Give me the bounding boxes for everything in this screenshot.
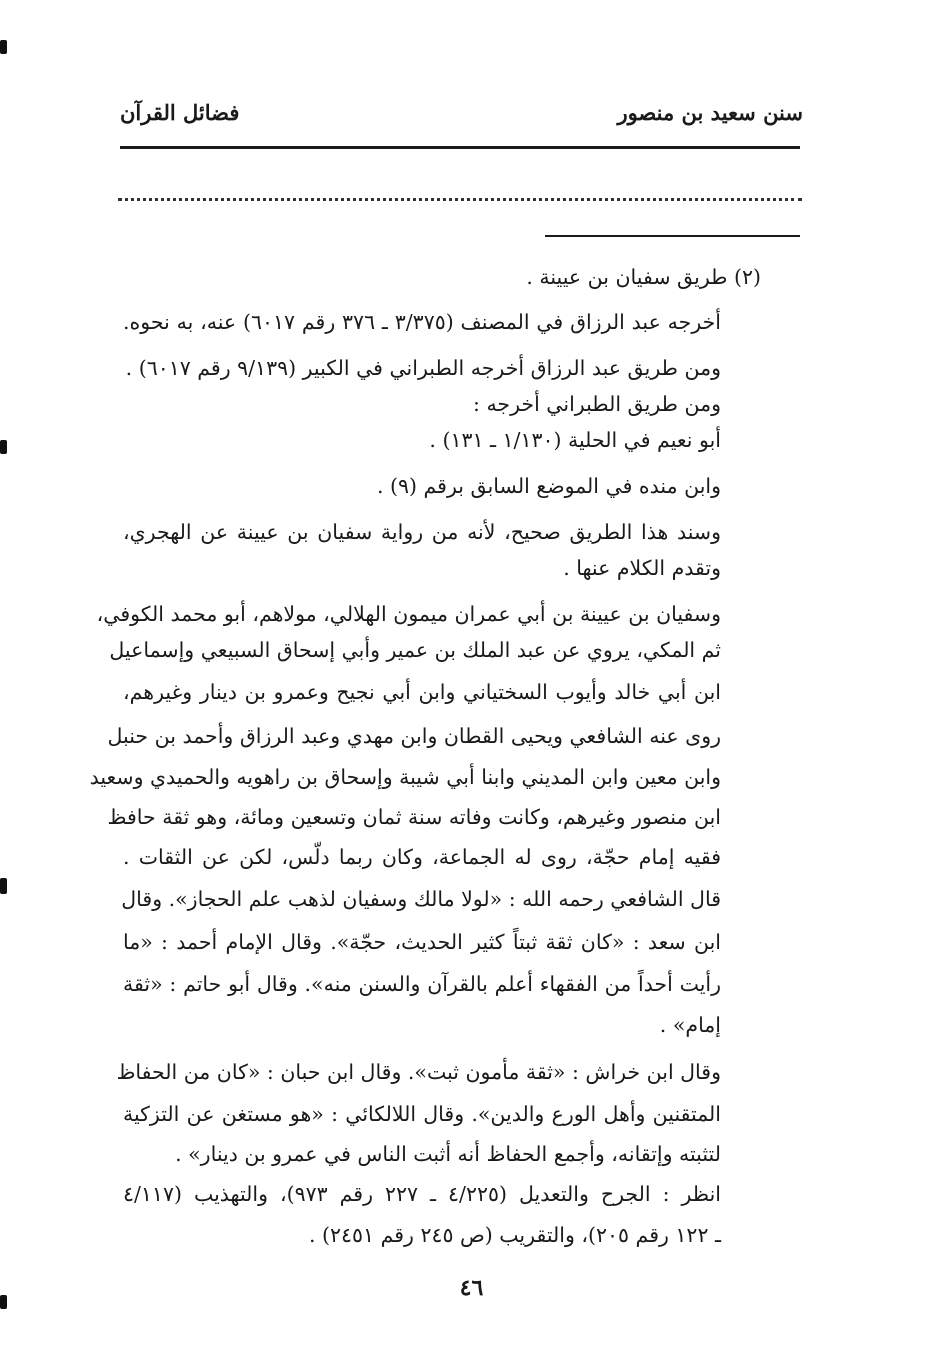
running-head-section-title: فضائل القرآن	[120, 100, 240, 125]
text-line: روى عنه الشافعي ويحيى القطان وابن مهدي وعبد الرزاق وأحمد بن حنبل	[107, 724, 721, 748]
text-line: ومن طريق عبد الرزاق أخرجه الطبراني في الكبير (٩/١٣٩ رقم ٦٠١٧) .	[125, 356, 721, 380]
text-line: ثم المكي، يروي عن عبد الملك بن عمير وأبي إسحاق السبيعي وإسماعيل	[109, 638, 721, 662]
text-line: ومن طريق الطبراني أخرجه :	[473, 392, 721, 416]
text-line: ابن سعد : «كان ثقة ثبتاً كثير الحديث، حجّة». وقال الإمام أحمد : «ما	[123, 930, 721, 954]
text-line: لتثبته وإتقانه، وأجمع الحفاظ أنه أثبت الناس في عمرو بن دينار» .	[175, 1142, 721, 1166]
text-line: وسفيان بن عيينة بن أبي عمران ميمون الهلالي، مولاهم، أبو محمد الكوفي،	[96, 602, 721, 626]
page-number: ٤٦	[459, 1275, 484, 1301]
text-line: إمام» .	[659, 1013, 721, 1037]
text-line: وابن منده في الموضع السابق برقم (٩) .	[376, 474, 721, 498]
text-line: فقيه إمام حجّة، روى له الجماعة، وكان ربما دلّس، لكن عن الثقات .	[123, 845, 721, 869]
text-line: قال الشافعي رحمه الله : «لولا مالك وسفيان لذهب علم الحجاز». وقال	[121, 887, 721, 911]
text-line: المتقنين وأهل الورع والدين». وقال اللالكائي : «هو مستغن عن التزكية	[123, 1102, 721, 1126]
text-line: وابن معين وابن المديني وابنا أبي شيبة وإسحاق بن راهويه والحميدي وسعيد	[89, 765, 721, 789]
text-line: أبو نعيم في الحلية (١/١٣٠ ـ ١٣١) .	[429, 428, 721, 452]
text-line: ابن منصور وغيرهم، وكانت وفاته سنة ثمان وتسعين ومائة، وهو ثقة حافظ	[107, 805, 721, 829]
text-line: وقال ابن خراش : «ثقة مأمون ثبت». وقال ابن حبان : «كان من الحفاظ	[116, 1060, 721, 1084]
footnote-number-line: (٢) طريق سفيان بن عيينة .	[526, 265, 761, 289]
text-line: وسند هذا الطريق صحيح، لأنه من رواية سفيان بن عيينة عن الهجري،	[123, 520, 721, 544]
dotted-separator	[118, 198, 802, 201]
running-head-book-title: سنن سعيد بن منصور	[617, 100, 803, 125]
text-line: أخرجه عبد الرزاق في المصنف (٣/٣٧٥ ـ ٣٧٦ رقم ٦٠١٧) عنه، به نحوه.	[123, 310, 721, 334]
scan-mark	[0, 40, 7, 54]
scan-mark	[0, 1295, 7, 1309]
text-line: ـ ١٢٢ رقم ٢٠٥)، والتقريب (ص ٢٤٥ رقم ٢٤٥١) .	[308, 1223, 721, 1247]
scan-mark	[0, 440, 7, 454]
footnote-rule	[545, 235, 800, 237]
header-rule	[120, 146, 800, 149]
text-line: رأيت أحداً من الفقهاء أعلم بالقرآن والسنن منه». وقال أبو حاتم : «ثقة	[123, 972, 721, 996]
text-line: وتقدم الكلام عنها .	[563, 556, 721, 580]
text-line: انظر : الجرح والتعديل (٤/٢٢٥ ـ ٢٢٧ رقم ٩٧٣)، والتهذيب (٤/١١٧	[123, 1182, 721, 1206]
scan-mark	[0, 878, 7, 894]
text-line: ابن أبي خالد وأيوب السختياني وابن أبي نجيح وعمرو بن دينار وغيرهم،	[123, 680, 721, 704]
